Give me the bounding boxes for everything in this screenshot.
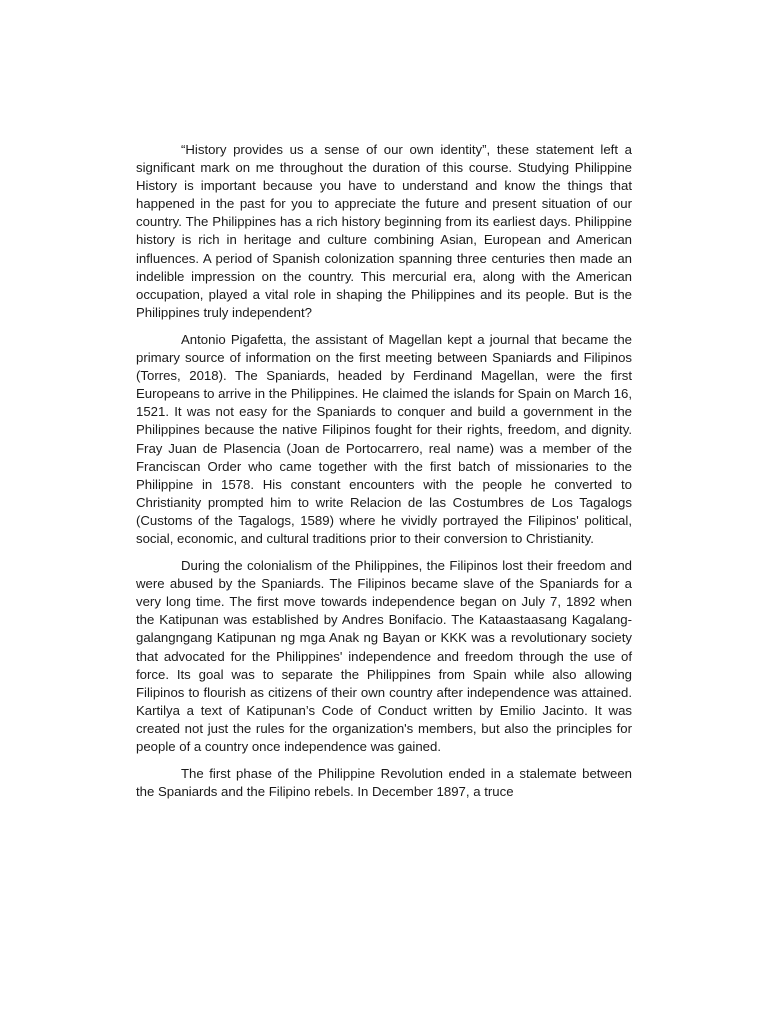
- document-page: [136, 141, 632, 810]
- paragraph-1: “History provides us a sense of our own identity”, these statement left a significant mark on me throughout the duration of this course. Studying Philippine History is important because you have to understand and know the things that happened in the past for you to appreciate the future and present situation of our country. The Philippines has a rich history beginning from its earliest days. Philippine history is rich in heritage and culture combining Asian, European and American influences. A period of Spanish colonization spanning three centuries then made an indelible impression on the country. This mercurial era, along with the American occupation, played a vital role in shaping the Philippines and its people. But is the Philippines truly independent?: [136, 142, 632, 320]
- paragraph-3: During the colonialism of the Philippines, the Filipinos lost their freedom and were abused by the Spaniards. The Filipinos became slave of the Spaniards for a very long time. The first move towards independence began on July 7, 1892 when the Katipunan was established by Andres Bonifacio. The Kataastaasang Kagalang-galangngang Katipunan ng mga Anak ng Bayan or KKK was a revolutionary society that advocated for the Philippines' independence and freedom through the use of force. Its goal was to separate the Philippines from Spain while also allowing Filipinos to flourish as citizens of their own country after independence was attained. Kartilya a text of Katipunan’s Code of Conduct written by Emilio Jacinto. It was created not just the rules for the organization's members, but also the principles for people of a country once independence was gained.: [136, 558, 632, 754]
- paragraph-2: Antonio Pigafetta, the assistant of Magellan kept a journal that became the primary source of information on the first meeting between Spaniards and Filipinos (Torres, 2018). The Spaniards, headed by Ferdinand Magellan, were the first Europeans to arrive in the Philippines. He claimed the islands for Spain on March 16, 1521. It was not easy for the Spaniards to conquer and build a government in the Philippines because the native Filipinos fought for their rights, freedom, and dignity. Fray Juan de Plasencia (Joan de Portocarrero, real name) was a member of the Franciscan Order who came together with the first batch of missionaries to the Philippine in 1578. His constant encounters with the people he converted to Christianity prompted him to write Relacion de las Costumbres de Los Tagalogs (Customs of the Tagalogs, 1589) where he vividly portrayed the Filipinos' political, social, economic, and cultural traditions prior to their conversion to Christianity.: [136, 331, 632, 546]
- paragraph-4: The first phase of the Philippine Revolution ended in a stalemate between the Spaniards and the Filipino rebels. In December 1897, a truce: [136, 766, 632, 800]
